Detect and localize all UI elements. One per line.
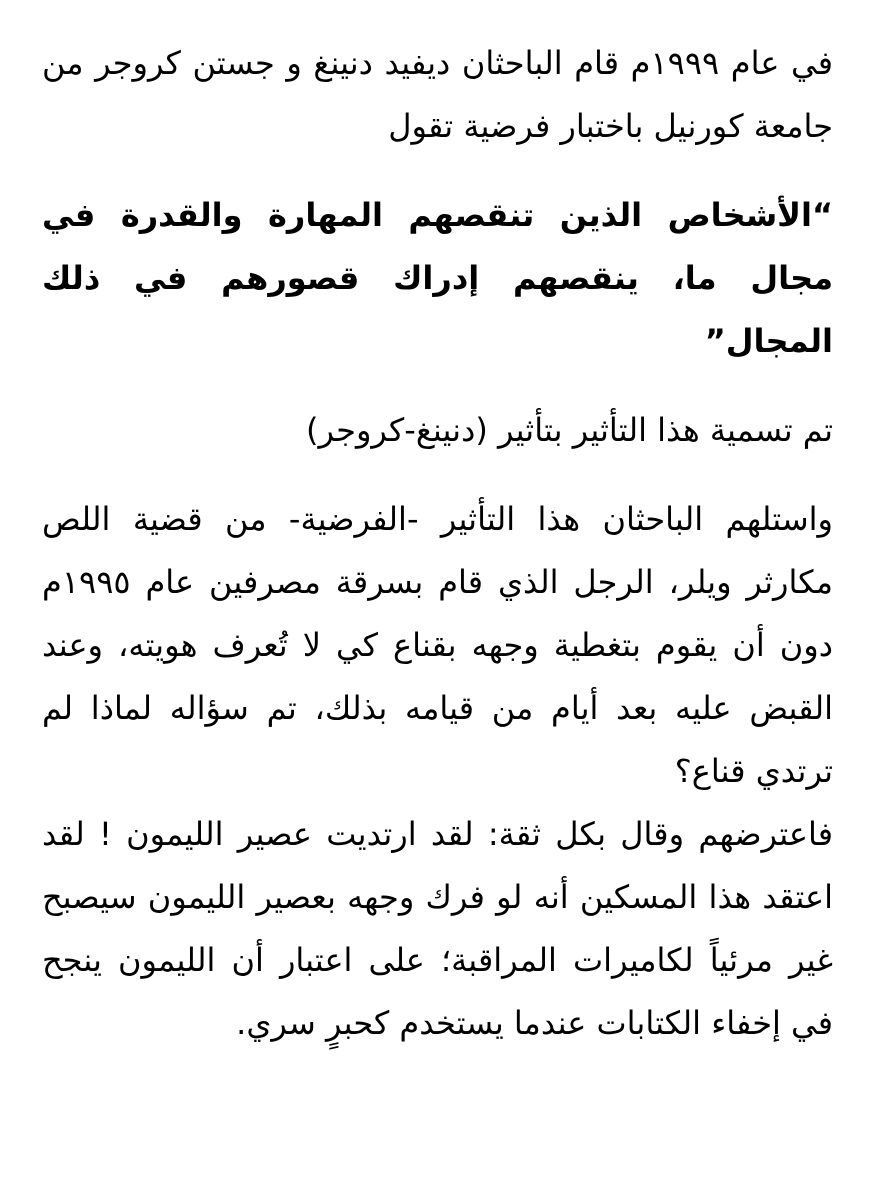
hypothesis-quote: “الأشخاص الذين تنقصهم المهارة والقدرة في مجال ما، ينقصهم إدراك قصورهم في ذلك المجال” [42, 196, 833, 360]
story-paragraph: واستلهم الباحثان هذا التأثير -الفرضية- من قضية اللص مكارثر ويلر، الرجل الذي قام بسرقة مصرفين عام ١٩٩٥م دون أن يقوم بتغطية وجهه بقناع كي لا تُعرف هويته، وعند القبض عليه بعد أيام من قيامه بذلك، تم سؤاله لماذا لم ترتدي قناع؟ [42, 500, 833, 790]
effect-name-paragraph: تم تسمية هذا التأثير بتأثير (دنينغ-كروجر) [306, 411, 833, 449]
intro-paragraph: في عام ١٩٩٩م قام الباحثان ديفيد دنينغ و جستن كروجر من جامعة كورنيل باختبار فرضية تقول [42, 44, 834, 145]
story-continuation-paragraph: فاعترضهم وقال بكل ثقة: لقد ارتديت عصير الليمون ! لقد اعتقد هذا المسكين أنه لو فرك وجهه بعصير الليمون سيصبح غير مرئياً لكاميرات المراقبة؛ على اعتبار أن الليمون ينجح في إخفاء الكتابات عندما يستخدم كحبرٍ سري. [42, 815, 833, 1042]
